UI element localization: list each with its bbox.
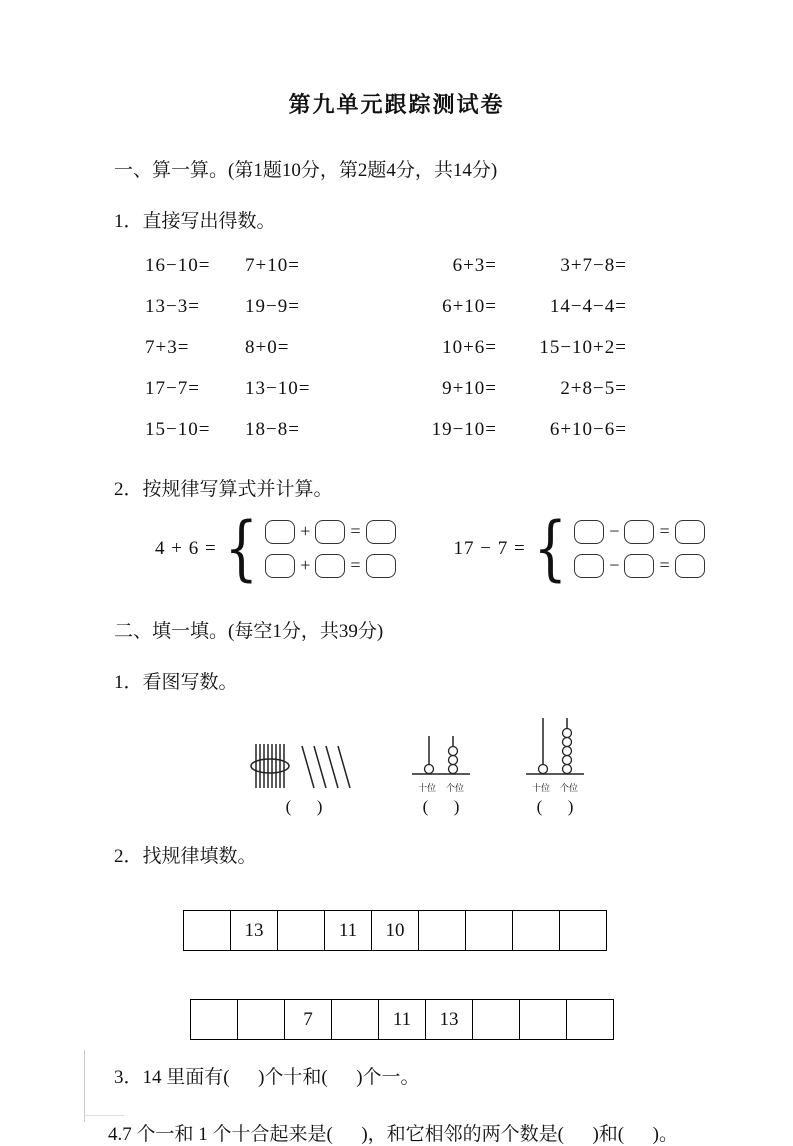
- sequence-cell: [513, 911, 560, 951]
- calc-problem: 16−10=: [145, 254, 211, 276]
- sequence-cell: [238, 1000, 285, 1040]
- table-row: [191, 1000, 614, 1040]
- pattern-blank-equation: [574, 520, 704, 544]
- calc-problem: 15−10=: [145, 418, 211, 440]
- brace-icon: {: [533, 507, 567, 589]
- count-pictures-row: [248, 714, 793, 817]
- scan-edge-artifact: [84, 1050, 85, 1122]
- section1-question2-label: 2．按规律写算式并计算。: [114, 479, 333, 500]
- calc-problem: 13−10=: [245, 377, 311, 399]
- section-2-heading: 二、填一填。(每空1分，共39分): [114, 621, 384, 642]
- sequence-cell: [184, 911, 231, 951]
- answer-box: [675, 554, 705, 578]
- calc-problem: 18−8=: [245, 418, 300, 440]
- calc-problem: 13−3=: [145, 295, 200, 317]
- calc-problem: 2+8−5=: [560, 377, 627, 399]
- sequence-cell: [520, 1000, 567, 1040]
- page-title: 第九单元跟踪测试卷: [288, 92, 505, 117]
- answer-box: [574, 520, 604, 544]
- counter-figure-1: [408, 724, 474, 817]
- answer-box: [675, 520, 705, 544]
- section2-question2-label: 2．找规律填数。: [114, 846, 257, 867]
- operator-sign: −: [609, 521, 620, 541]
- number-sequence-table-2: [190, 999, 614, 1040]
- section2-question4-text: 4.7 个一和 1 个十合起来是( )，和它相邻的两个数是( )和( )。: [108, 1124, 678, 1145]
- calc-problem: 7+10=: [245, 254, 300, 276]
- calc-problem: 10+6=: [442, 336, 497, 358]
- answer-box: [366, 520, 396, 544]
- pattern-blank-equation: [265, 554, 395, 578]
- calc-problem: 3+7−8=: [560, 254, 627, 276]
- section-1-heading: 一、算一算。(第1题10分，第2题4分，共14分): [114, 160, 498, 181]
- calc-problem: 6+3=: [452, 254, 497, 276]
- answer-box: [315, 520, 345, 544]
- calc-problem: 19−9=: [245, 295, 300, 317]
- calc-problem: 6+10−6=: [549, 418, 627, 440]
- place-value-labels: [532, 781, 578, 794]
- brace-icon: {: [224, 507, 258, 589]
- pattern-expression: 4 + 6 =: [155, 537, 217, 559]
- pattern-blank-equation: [265, 520, 395, 544]
- counter-image: [408, 724, 474, 780]
- counter-figure-2: [522, 714, 588, 817]
- ones-label: 个位: [446, 783, 465, 793]
- answer-box: [366, 554, 396, 578]
- operator-sign: −: [609, 555, 620, 575]
- sequence-cell: 13: [426, 1000, 473, 1040]
- sequence-cell: [191, 1000, 238, 1040]
- tens-label: 十位: [531, 783, 550, 793]
- answer-paren: ( ): [422, 797, 460, 816]
- sequence-cell: 13: [231, 911, 278, 951]
- pattern-blank-equation: [574, 554, 704, 578]
- sticks-bundle-image: [248, 738, 360, 794]
- sequence-cell: [560, 911, 607, 951]
- tens-label: 十位: [417, 783, 436, 793]
- sequence-cell: [419, 911, 466, 951]
- calc-problem: 8+0=: [245, 336, 290, 358]
- answer-paren: ( ): [285, 797, 323, 816]
- operator-sign: +: [300, 555, 311, 575]
- calc-problem: 17−7=: [145, 377, 200, 399]
- calc-problem: 14−4−4=: [549, 295, 627, 317]
- sequence-cell: [278, 911, 325, 951]
- answer-box: [624, 554, 654, 578]
- sequence-cell: 11: [325, 911, 372, 951]
- sequence-cell: [473, 1000, 520, 1040]
- answer-box: [574, 554, 604, 578]
- pattern-group-addition: [155, 507, 396, 589]
- equals-sign: =: [350, 555, 361, 575]
- answer-box: [265, 520, 295, 544]
- section1-question1-label: 1．直接写出得数。: [114, 211, 276, 232]
- sequence-cell: 7: [285, 1000, 332, 1040]
- pattern-group-subtraction: [453, 507, 705, 589]
- table-row: [184, 911, 607, 951]
- sequence-cell: 11: [379, 1000, 426, 1040]
- sequence-cell: 10: [372, 911, 419, 951]
- calc-problem: 19−10=: [431, 418, 497, 440]
- place-value-labels: [418, 781, 464, 794]
- arithmetic-problem-grid: [145, 245, 645, 450]
- counter-image: [522, 714, 588, 780]
- sequence-cell: [466, 911, 513, 951]
- equals-sign: =: [659, 521, 670, 541]
- ones-label: 个位: [560, 783, 579, 793]
- answer-box: [265, 554, 295, 578]
- operator-sign: +: [300, 521, 311, 541]
- equals-sign: =: [659, 555, 670, 575]
- calc-problem: 15−10+2=: [539, 336, 627, 358]
- sticks-bundle-figure: [248, 738, 360, 817]
- answer-paren: ( ): [536, 797, 574, 816]
- answer-box: [315, 554, 345, 578]
- scan-edge-artifact: [84, 1115, 124, 1116]
- number-sequence-table-1: [183, 910, 607, 951]
- section2-question3-text: 3．14 里面有( )个十和( )个一。: [114, 1067, 420, 1088]
- sequence-cell: [567, 1000, 614, 1040]
- calc-problem: 6+10=: [442, 295, 497, 317]
- section2-question1-label: 1．看图写数。: [114, 672, 238, 693]
- answer-box: [624, 520, 654, 544]
- calc-problem: 7+3=: [145, 336, 190, 358]
- equals-sign: =: [350, 521, 361, 541]
- pattern-expression: 17 − 7 =: [453, 537, 526, 559]
- sequence-cell: [332, 1000, 379, 1040]
- calc-problem: 9+10=: [442, 377, 497, 399]
- pattern-equations: [155, 507, 793, 589]
